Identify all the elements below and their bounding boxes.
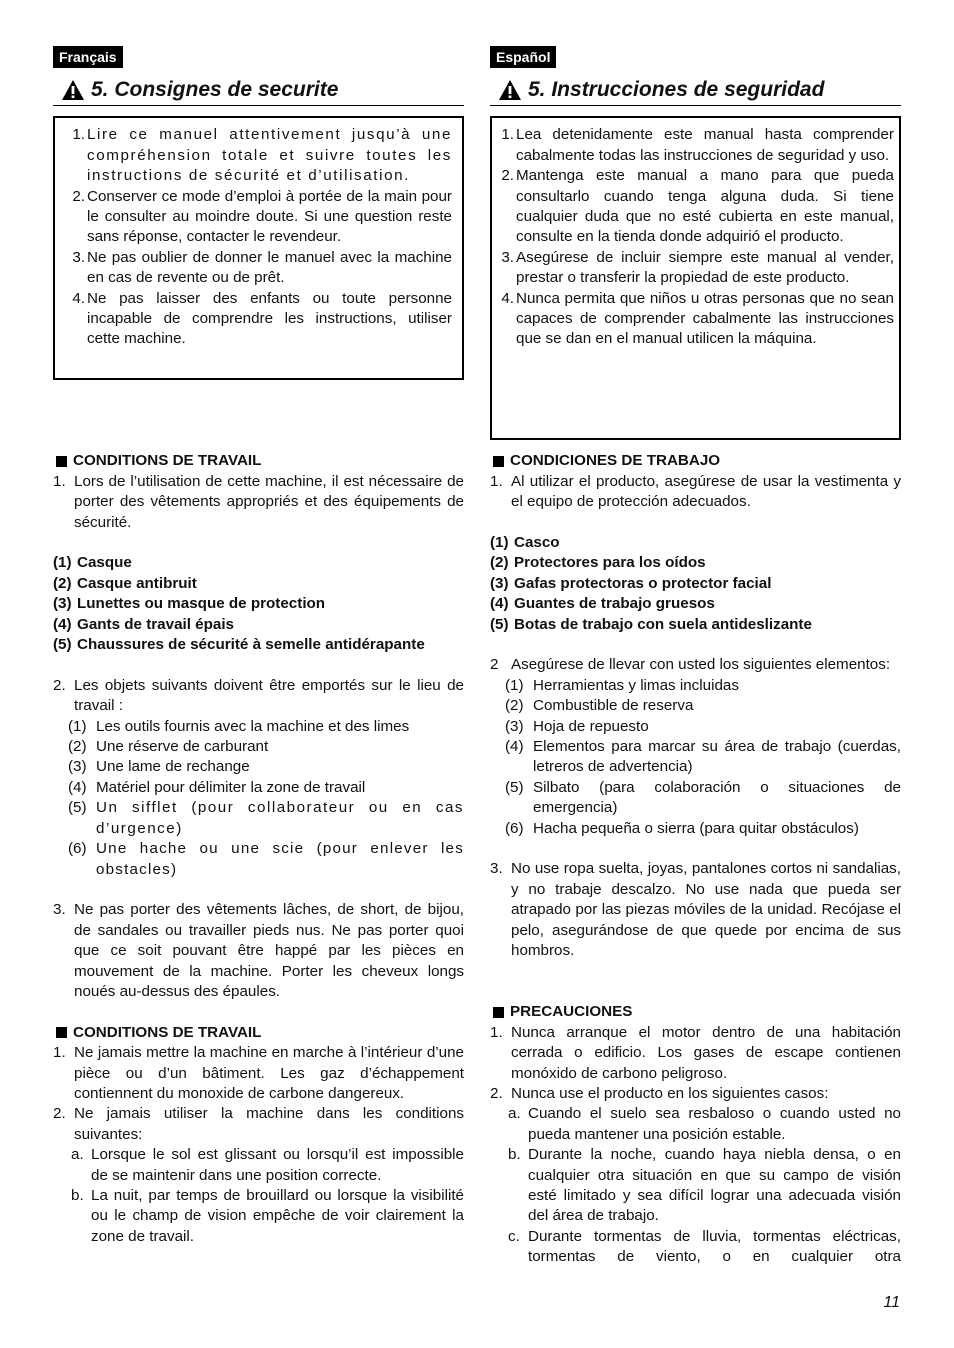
sub-item (490, 1227, 901, 1268)
item-text: Ne pas porter des vêtements lâches, de short, de bijou, de sandales ou travailler pieds nus. Ne pas porter quoi que ce soit pouvant être happé par les pièces en mouvement de la machine. Porter les cheveux longs noués au-dessus des épaules. (74, 901, 464, 1000)
list-item (53, 472, 464, 533)
section-title-french (53, 75, 464, 106)
box-item (63, 248, 452, 289)
sub-item (490, 778, 901, 819)
list-item (490, 655, 901, 675)
list-item (53, 635, 464, 655)
item-number: 4. (501, 289, 514, 307)
item-text: Chaussures de sécurité à semelle antidérapante (77, 636, 425, 654)
safety-instructions-box (53, 116, 464, 380)
item-text: Asegúrese de llevar con usted los siguientes elementos: (511, 656, 891, 674)
warning-icon (61, 79, 85, 101)
item-number: (1) (53, 554, 72, 572)
item-text: Lorsque le sol est glissant ou lorsqu’il est impossible de se maintenir dans une position correcte. (91, 1146, 464, 1184)
item-text: Durante tormentas de lluvia, tormentas eléctricas, tormentas de viento, o en cualquier otra (528, 1227, 901, 1266)
section-heading (490, 451, 901, 471)
item-letter: b. (508, 1146, 521, 1164)
item-text: Protectores para los oídos (514, 554, 706, 572)
list-item (53, 594, 464, 614)
language-tab-french: Français (53, 46, 123, 68)
item-number: (5) (68, 799, 87, 817)
item-number: 1. (53, 1044, 66, 1062)
sub-item (53, 737, 464, 757)
item-text: Mantenga este manual a mano para que pueda consultarlo cuando tenga alguna duda. Si tiene cualquier duda que no esté cubierta en este manual, consulte en la tienda donde adquirió el producto. (516, 167, 894, 246)
item-number: (1) (68, 717, 87, 735)
item-number: 2. (53, 676, 66, 694)
list-item (53, 900, 464, 1002)
item-number: (3) (490, 574, 509, 592)
item-number: (5) (490, 615, 509, 633)
heading-text: CONDICIONES DE TRABAJO (510, 452, 721, 470)
item-number: 3. (72, 248, 85, 266)
item-letter: c. (508, 1227, 520, 1245)
item-text: Une hache ou une scie (pour enlever les obstacles) (96, 840, 464, 878)
item-text: Lire ce manuel attentivement jusqu’à une compréhension totale et suivre toutes les instructions de sécurité et d’utilisation. (87, 126, 452, 185)
item-letter: a. (508, 1105, 521, 1123)
box-item (63, 187, 452, 248)
item-text: Herramientas y limas incluidas (533, 676, 739, 694)
section-title-text: 5. Instrucciones de seguridad (528, 78, 825, 102)
item-number: 3. (53, 901, 66, 919)
sub-item (53, 717, 464, 737)
item-number: (4) (53, 615, 72, 633)
french-column (53, 46, 464, 1247)
item-number: (1) (490, 534, 509, 552)
item-text: Les objets suivants doivent être emportés sur le lieu de travail : (74, 676, 464, 715)
square-bullet-icon (493, 456, 504, 467)
item-number: 2. (53, 1105, 66, 1123)
item-number: (4) (490, 595, 509, 613)
sub-item (53, 1145, 464, 1186)
list-item (490, 533, 901, 553)
list-item (490, 594, 901, 614)
item-text: Nunca permita que niños u otras personas que no sean capaces de comprender cabalmente las instrucciones que se dan en el manual utilicen la máquina. (516, 289, 894, 348)
item-text: Gafas protectoras o protector facial (514, 574, 772, 592)
square-bullet-icon (56, 456, 67, 467)
item-number: (2) (505, 697, 524, 715)
list-item (490, 859, 901, 961)
box-item (63, 125, 452, 186)
item-text: Elementos para marcar su área de trabajo (cuerdas, letreros de advertencia) (533, 738, 901, 776)
item-text: Une réserve de carburant (96, 738, 269, 756)
item-text: Ne pas oublier de donner le manuel avec la machine en cas de revente ou de prêt. (87, 248, 452, 287)
item-number: (4) (505, 738, 524, 756)
sub-item (490, 1104, 901, 1145)
sub-item (53, 798, 464, 839)
item-text: Guantes de trabajo gruesos (514, 595, 715, 613)
spanish-column (490, 46, 901, 1268)
sub-item (53, 778, 464, 798)
item-number: 3. (490, 860, 503, 878)
sub-item (53, 757, 464, 777)
item-text: No use ropa suelta, joyas, pantalones cortos ni sandalias, y no trabaje descalzo. No use nada que pueda ser atrapado por las piezas móviles de la unidad. Recójase el pelo, asegurándose de que quede por encima de sus hombros. (511, 860, 901, 960)
item-number: 2. (72, 187, 85, 205)
list-item (490, 574, 901, 594)
item-number: 3. (501, 248, 514, 266)
item-text: Gants de travail épais (77, 615, 235, 633)
item-number: (3) (505, 717, 524, 735)
item-text: Nunca use el producto en los siguientes casos: (511, 1084, 829, 1102)
item-number: 1. (490, 472, 503, 490)
warning-icon (498, 79, 522, 101)
item-number: 1. (501, 126, 514, 144)
item-number: 2. (501, 167, 514, 185)
item-number: (6) (68, 840, 87, 858)
sub-item (490, 676, 901, 696)
section-heading (53, 1023, 464, 1043)
item-text: Casque antibruit (77, 574, 197, 592)
item-letter: b. (71, 1186, 84, 1204)
item-text: Al utilizar el producto, asegúrese de usar la vestimenta y el equipo de protección adecuados. (511, 472, 901, 511)
item-text: Ne pas laisser des enfants ou toute personne incapable de comprendre les instructions, utiliser cette machine. (87, 289, 452, 348)
language-tab-spanish: Español (490, 46, 556, 68)
list-item (490, 1023, 901, 1084)
item-text: La nuit, par temps de brouillard ou lorsque la visibilité ou le champ de vision empêche de voir clairement la zone de travail. (91, 1186, 464, 1245)
list-item (490, 615, 901, 635)
item-number: 2. (490, 1084, 503, 1102)
item-text: Les outils fournis avec la machine et des limes (96, 717, 410, 735)
item-text: Hoja de repuesto (533, 717, 649, 735)
item-text: Casco (514, 534, 560, 552)
item-number: (2) (68, 738, 87, 756)
list-item (53, 1043, 464, 1104)
item-text: Matériel pour délimiter la zone de travail (96, 778, 366, 796)
square-bullet-icon (493, 1007, 504, 1018)
item-number: (6) (505, 819, 524, 837)
item-number: 2 (490, 656, 499, 674)
sub-item (53, 839, 464, 880)
item-text: Durante la noche, cuando haya niebla densa, o en cualquier otra situación en que su campo de visión esté limitado y sea difícil lograr una adecuada visión del área de trabajo. (528, 1146, 901, 1225)
item-number: (5) (505, 778, 524, 796)
list-item (53, 553, 464, 573)
list-item (490, 1084, 901, 1104)
list-item (53, 615, 464, 635)
item-number: (3) (53, 595, 72, 613)
section-heading (53, 451, 464, 471)
item-text: Une lame de rechange (96, 758, 250, 776)
item-text: Casque (77, 554, 132, 572)
item-text: Un sifflet (pour collaborateur ou en cas d’urgence) (96, 799, 464, 837)
sub-item (490, 737, 901, 778)
item-number: (2) (490, 554, 509, 572)
box-item (496, 125, 894, 166)
item-number: 1. (53, 472, 66, 490)
protection-list (53, 553, 464, 655)
item-number: (5) (53, 636, 72, 654)
protection-list (490, 533, 901, 635)
heading-text: PRECAUCIONES (510, 1003, 633, 1021)
item-text: Conserver ce mode d’emploi à portée de la main pour le consulter au moindre doute. Si une question reste sans réponse, contacter le revendeur. (87, 187, 452, 246)
item-text: Lunettes ou masque de protection (77, 595, 326, 613)
heading-text: CONDITIONS DE TRAVAIL (73, 452, 262, 470)
item-text: Ne jamais utiliser la machine dans les conditions suivantes: (74, 1105, 464, 1143)
list-item (53, 676, 464, 717)
item-text: Combustible de reserva (533, 697, 694, 715)
item-number: (1) (505, 676, 524, 694)
item-text: Botas de trabajo con suela antideslizante (514, 615, 812, 633)
sub-item (490, 819, 901, 839)
item-number: (3) (68, 758, 87, 776)
item-number: 1. (490, 1023, 503, 1041)
list-item (53, 1104, 464, 1145)
item-letter: a. (71, 1146, 84, 1164)
list-item (53, 574, 464, 594)
sub-item (53, 1186, 464, 1247)
item-number: (4) (68, 778, 87, 796)
section-heading (490, 1002, 901, 1022)
item-text: Silbato (para colaboración o situaciones de emergencia) (533, 778, 901, 817)
sub-item (490, 717, 901, 737)
item-number: 4. (72, 289, 85, 307)
item-text: Ne jamais mettre la machine en marche à l’intérieur d’une pièce ou d’un bâtiment. Les gaz d’échappement contiennent du monoxide de carbone dangereux. (74, 1044, 464, 1102)
sub-item (490, 696, 901, 716)
section-title-spanish (490, 75, 901, 106)
item-text: Lors de l’utilisation de cette machine, il est nécessaire de porter des vêtements appropriés et des équipements de sécurité. (74, 472, 464, 531)
item-text: Hacha pequeña o sierra (para quitar obstáculos) (533, 819, 859, 837)
box-item (496, 289, 894, 350)
item-number: 1. (72, 126, 85, 144)
box-item (496, 248, 894, 289)
page-number: 11 (883, 1294, 900, 1311)
safety-instructions-box (490, 116, 901, 440)
item-text: Lea detenidamente este manual hasta comprender cabalmente todas las instrucciones de seguridad y uso. (516, 126, 894, 164)
heading-text: CONDITIONS DE TRAVAIL (73, 1023, 262, 1041)
box-item (496, 166, 894, 248)
sub-item (490, 1145, 901, 1227)
section-title-text: 5. Consignes de securite (91, 78, 339, 102)
square-bullet-icon (56, 1027, 67, 1038)
item-text: Asegúrese de incluir siempre este manual al vender, prestar o transferir la propiedad de este producto. (516, 248, 894, 287)
item-text: Cuando el suelo sea resbaloso o cuando usted no pueda mantener una posición estable. (528, 1105, 901, 1143)
item-text: Nunca arranque el motor dentro de una habitación cerrada o edificio. Los gases de escape contienen monóxido de carbono peligroso. (511, 1023, 901, 1082)
item-number: (2) (53, 574, 72, 592)
box-item (63, 289, 452, 350)
list-item (490, 553, 901, 573)
list-item (490, 472, 901, 513)
